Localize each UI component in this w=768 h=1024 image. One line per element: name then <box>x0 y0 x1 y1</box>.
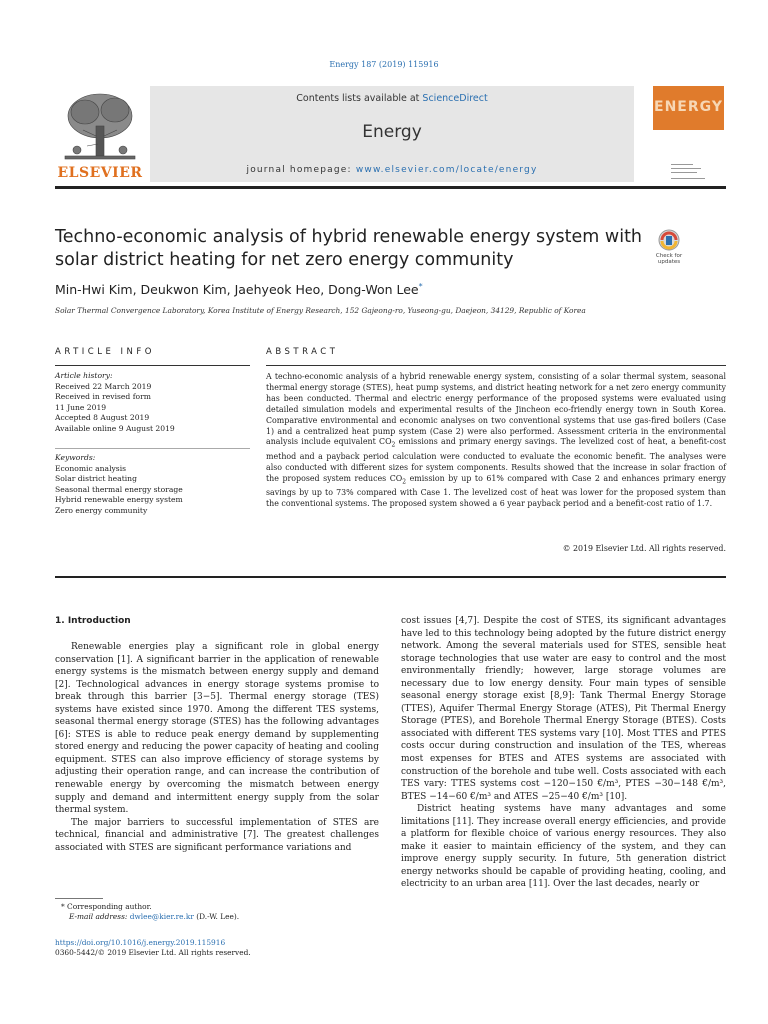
contents-line <box>150 93 634 104</box>
cover-title: ENERGY <box>654 99 723 115</box>
issn-line: 0360-5442/© 2019 Elsevier Ltd. All rights reserved. <box>55 948 251 957</box>
email-label: E-mail address: <box>69 912 130 921</box>
abstract-text <box>266 372 726 510</box>
abstract-rule <box>266 365 726 366</box>
history-item: Accepted 8 August 2019 <box>55 413 150 422</box>
doi-block <box>55 938 251 958</box>
article-title: Techno-economic analysis of hybrid renewable energy system with solar district heating for net zero energy community <box>55 227 643 270</box>
doi-link[interactable]: https://doi.org/10.1016/j.energy.2019.115916 <box>55 938 226 947</box>
authors-text[interactable]: Min-Hwi Kim, Deukwon Kim, Jaehyeok Heo, Dong-Won Lee <box>55 282 419 298</box>
history-item: 11 June 2019 <box>55 402 107 412</box>
history-label: Article history: <box>55 371 113 380</box>
paragraph: cost issues [4,7]. Despite the cost of STES, its significant advantages have led to this technology being adopted by the future district energy network. Among the several materials used for STES, sensible heat storage technologies that use water are easy to control and the most environmentally friendly; however, large storage volumes are necessary due to low energy density. Four main types of sensible seasonal energy storage exist [8,9]: Tank Thermal Energy Storage (TTES), Aquifer Thermal Energy Storage (ATES), Pit Thermal Energy Storage (PTES), and Borehole Thermal Energy Storage (BTES). Costs associated with different TES systems vary [10]. Most TTES and PTES costs occur during construction and insulation of the TES, whereas most expenses for BTES and ATES systems are associated with construction of the borehole and tube well. Costs associated with each TES vary: TTES systems cost −120−150 €/m³, PTES −30−148 €/m³, BTES −14−60 €/m³ and ATES −25−40 €/m³ [10]. <box>401 616 726 802</box>
subscript: 2 <box>402 478 407 486</box>
paragraph: Renewable energies play a significant role in global energy conservation [1]. A significant barrier in the application of renewable energy systems is the mismatch between energy supply and demand [2]. Technological advances in energy storage systems promise to break through this barrier [3−5]. Thermal energy storage (TES) systems have existed since 1970. Among the different TES systems, seasonal thermal energy storage (STES) has the following advantages [6]: STES is able to reduce peak energy demand by supplementing stored energy and reducing the power capacity of heating and cooling equipment. STES can also improve efficiency of storage systems by adjusting their operation range, and can increase the contribution of renewable energy by overcoming the mismatch between energy supply and demand and intermittent energy supply from the solar thermal system. <box>55 642 379 816</box>
check-for-updates-label: Check for updates <box>655 253 683 265</box>
info-divider <box>55 448 250 449</box>
keywords <box>55 453 250 516</box>
abstract-part-2: emissions and primary energy savings. The levelized cost of heat, a benefit-cost method and a payback period calculation were conducted to evaluate the economic benefit. The analyses were also conducted with different sizes for system components. Results showed that the increase in solar fraction of the proposed system reduces CO <box>266 437 726 483</box>
keyword-item: Hybrid renewable energy system <box>55 495 183 504</box>
section-heading-introduction: 1. Introduction <box>55 616 131 626</box>
homepage-line <box>150 165 634 175</box>
history-item: Available online 9 August 2019 <box>55 423 175 433</box>
keyword-item: Solar district heating <box>55 474 137 483</box>
sciencedirect-link[interactable]: ScienceDirect <box>422 93 488 104</box>
email-link[interactable]: dwlee@kier.re.kr <box>129 912 194 921</box>
keywords-label: Keywords: <box>55 453 96 462</box>
article-history <box>55 371 250 434</box>
homepage-prefix: journal homepage: <box>246 165 356 175</box>
journal-name: Energy <box>362 122 422 142</box>
paragraph: District heating systems have many advantages and some limitations [11]. They increase overall energy efficiencies, and provide a platform for flexible choice of various energy resources. They also make it easier to maintain efficiency of the system, and they can improve energy supply security. In future, 5th generation district energy networks should be capable of providing heating, cooling, and electricity to an urban area [11]. Over the last decades, nearly or <box>401 804 726 890</box>
keyword-item: Zero energy community <box>55 505 148 515</box>
abstract-part-3: emission by up to 61% compared with Case 2 and enhances primary energy savings by up to 73% compared with Case 1. The levelized cost of heat was lower for the proposed system than the conventional systems. The proposed system showed a 6 year payback period and a benefit-cost ratio of 1.7. <box>266 473 727 509</box>
abstract-heading: ABSTRACT <box>266 347 339 357</box>
journal-citation[interactable]: Energy 187 (2019) 115916 <box>329 60 439 69</box>
paragraph: The major barriers to successful implementation of STES are technical, financial and administrative [7]. The greatest challenges associated with STES are significant performance variations and <box>55 817 379 853</box>
subscript: 2 <box>391 442 396 450</box>
abstract-copyright: © 2019 Elsevier Ltd. All rights reserved. <box>562 544 726 553</box>
email-suffix: (D.-W. Lee). <box>193 912 240 921</box>
footnote-rule <box>55 898 103 899</box>
abstract-part-1: A techno-economic analysis of a hybrid renewable energy system, consisting of a solar thermal system, seasonal thermal energy storage (STES), heat pump systems, and district heating network for a net zero energy community has been conducted. Thermal and electric energy performance of the proposed systems were evaluated using detailed simulation models and experimental results of the Jincheon eco-friendly energy town in South Korea. Comparative environmental and economic analyses on two conventional systems that use gas-fired boilers (Case 1) and a centralized heat pump system (Case 2) were also performed. Assessment criteria in the environmental analysis include equivalent CO <box>266 372 726 447</box>
affiliation: Solar Thermal Convergence Laboratory, Korea Institute of Energy Research, 152 Gajeong-ro, Yuseong-gu, Daejeon, 34129, Republic of Korea <box>55 306 586 315</box>
history-item: Received in revised form <box>55 392 151 401</box>
abstract-bottom-rule <box>55 576 726 578</box>
publisher-wordmark: ELSEVIER <box>57 165 143 181</box>
body-right-column <box>401 615 726 891</box>
body-left-column <box>55 641 379 854</box>
homepage-link[interactable]: www.elsevier.com/locate/energy <box>355 165 538 175</box>
contents-prefix: Contents lists available at <box>296 93 423 104</box>
keyword-item: Seasonal thermal energy storage <box>55 484 183 494</box>
article-info-heading: ARTICLE INFO <box>55 347 155 357</box>
journal-cover-thumbnail[interactable] <box>651 86 726 182</box>
author-list <box>55 282 423 297</box>
footnote <box>55 902 239 922</box>
info-rule <box>55 365 250 366</box>
keyword-item: Economic analysis <box>55 463 127 473</box>
corresponding-author-note: * Corresponding author. <box>61 902 152 911</box>
email-line <box>55 912 239 922</box>
corresponding-mark[interactable]: * <box>418 282 423 291</box>
header-rule <box>55 186 726 189</box>
history-item: Received 22 March 2019 <box>55 381 152 391</box>
